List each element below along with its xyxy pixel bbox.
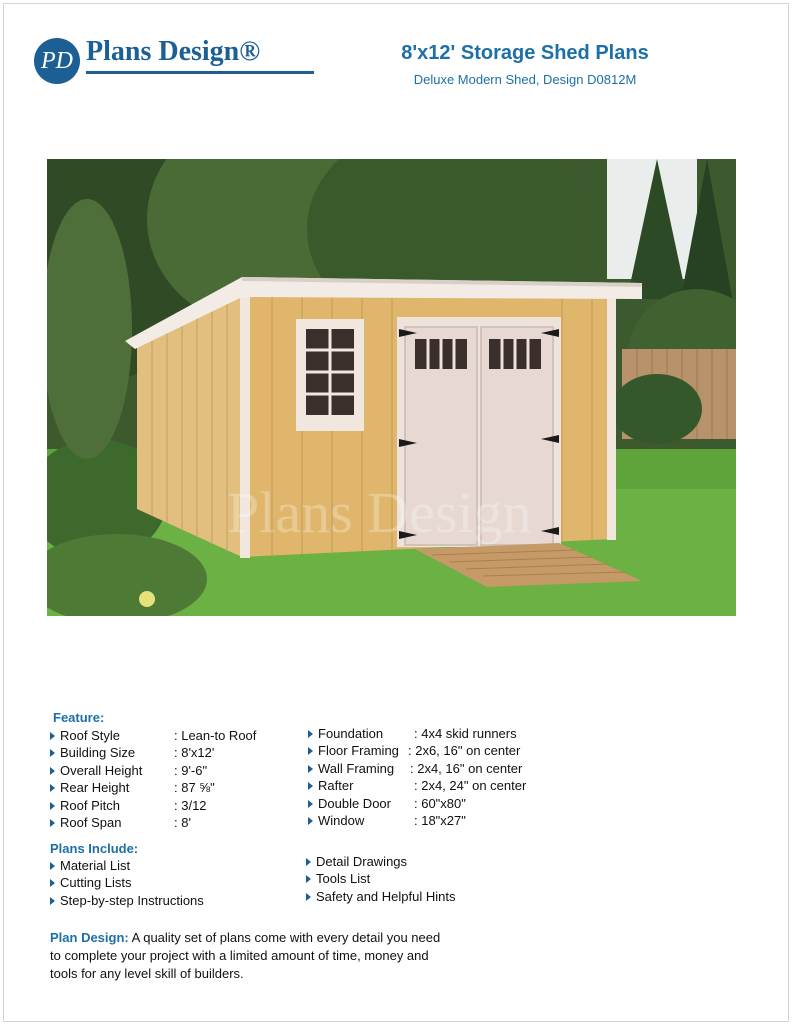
plans-include-item	[306, 870, 455, 887]
shed-illustration	[47, 159, 736, 616]
feature-label: Wall Framing	[318, 760, 395, 776]
feature-value: : 60"x80"	[414, 795, 466, 811]
feature-label: Roof Pitch	[60, 797, 120, 813]
bullet-arrow-icon	[50, 802, 55, 810]
feature-value: : 2x4, 24" on center	[414, 778, 527, 794]
feature-item	[50, 779, 256, 796]
plans-include-left-list	[50, 857, 204, 909]
plans-include-heading: Plans Include:	[50, 841, 139, 856]
plan-description	[50, 929, 450, 983]
feature-label: Floor Framing	[318, 743, 399, 759]
photo-watermark: Plans Design	[227, 480, 532, 545]
feature-value: : 2x6, 16" on center	[408, 743, 521, 759]
feature-value: : 4x4 skid runners	[414, 726, 517, 741]
bullet-arrow-icon	[50, 784, 55, 792]
feature-item	[308, 725, 526, 742]
bullet-arrow-icon	[50, 732, 55, 740]
logo-monogram: PD	[34, 38, 80, 84]
feature-item	[308, 795, 526, 812]
feature-value: : Lean-to Roof	[174, 728, 257, 743]
feature-item	[308, 742, 526, 759]
feature-label: Foundation	[318, 726, 384, 741]
plans-include-label: Cutting Lists	[60, 875, 132, 891]
plans-include-label: Detail Drawings	[316, 854, 408, 869]
feature-item	[50, 797, 256, 814]
feature-label: Double Door	[318, 795, 391, 811]
bullet-arrow-icon	[308, 765, 313, 773]
plans-include-item	[50, 892, 204, 909]
feature-label: Window	[318, 812, 365, 828]
feature-label: Rear Height	[60, 780, 130, 796]
plans-include-item	[50, 857, 204, 874]
bullet-arrow-icon	[50, 749, 55, 757]
plans-include-item	[306, 888, 455, 905]
bullet-arrow-icon	[308, 800, 313, 808]
feature-item	[50, 727, 256, 744]
plans-include-label: Safety and Helpful Hints	[316, 888, 456, 904]
feature-item	[50, 762, 256, 779]
feature-value: : 2x4, 16" on center	[410, 760, 523, 776]
features-right-list	[308, 725, 526, 829]
features-left-list	[50, 727, 256, 831]
feature-value: : 8'x12'	[174, 745, 215, 761]
bullet-arrow-icon	[308, 730, 313, 738]
bullet-arrow-icon	[308, 782, 313, 790]
feature-item	[308, 812, 526, 829]
plans-design-logo	[34, 36, 294, 86]
description-lead: Plan Design:	[50, 930, 129, 945]
page-subtitle: Deluxe Modern Shed, Design D0812M	[413, 72, 637, 87]
bullet-arrow-icon	[306, 875, 311, 883]
bullet-arrow-icon	[306, 858, 311, 866]
features-heading: Feature:	[53, 710, 105, 725]
plans-include-label: Tools List	[316, 871, 371, 887]
feature-item	[308, 760, 526, 777]
bullet-arrow-icon	[50, 819, 55, 827]
bullet-arrow-icon	[308, 747, 313, 755]
bullet-arrow-icon	[50, 879, 55, 887]
bullet-arrow-icon	[308, 817, 313, 825]
feature-label: Rafter	[318, 778, 354, 794]
feature-value: : 3/12	[174, 797, 207, 813]
feature-value: : 9'-6"	[174, 762, 208, 778]
feature-label: Roof Style	[60, 728, 120, 743]
feature-item	[308, 777, 526, 794]
feature-label: Roof Span	[60, 814, 122, 830]
feature-value: : 8'	[174, 814, 191, 830]
bullet-arrow-icon	[306, 893, 311, 901]
feature-value: : 18"x27"	[414, 812, 466, 828]
page-title: 8'x12' Storage Shed Plans	[401, 42, 649, 64]
bullet-arrow-icon	[50, 897, 55, 905]
feature-item	[50, 744, 256, 761]
description-text: A quality set of plans come with every detail you need to complete your project with a limited amount of time, money and tools for any level skill of builders.	[50, 930, 441, 981]
feature-value: : 87 ⅝"	[174, 780, 215, 796]
bullet-arrow-icon	[50, 862, 55, 870]
plans-include-item	[306, 853, 455, 870]
plans-include-label: Step-by-step Instructions	[60, 892, 204, 908]
logo-underline	[86, 71, 314, 74]
plans-include-item	[50, 874, 204, 891]
shed-photo	[47, 159, 736, 616]
feature-label: Overall Height	[60, 762, 143, 778]
plans-include-label: Material List	[60, 858, 131, 873]
bullet-arrow-icon	[50, 767, 55, 775]
plans-include-right-list	[306, 853, 455, 905]
logo-name: Plans Design®	[86, 36, 261, 67]
feature-item	[50, 814, 256, 831]
feature-label: Building Size	[60, 745, 136, 761]
